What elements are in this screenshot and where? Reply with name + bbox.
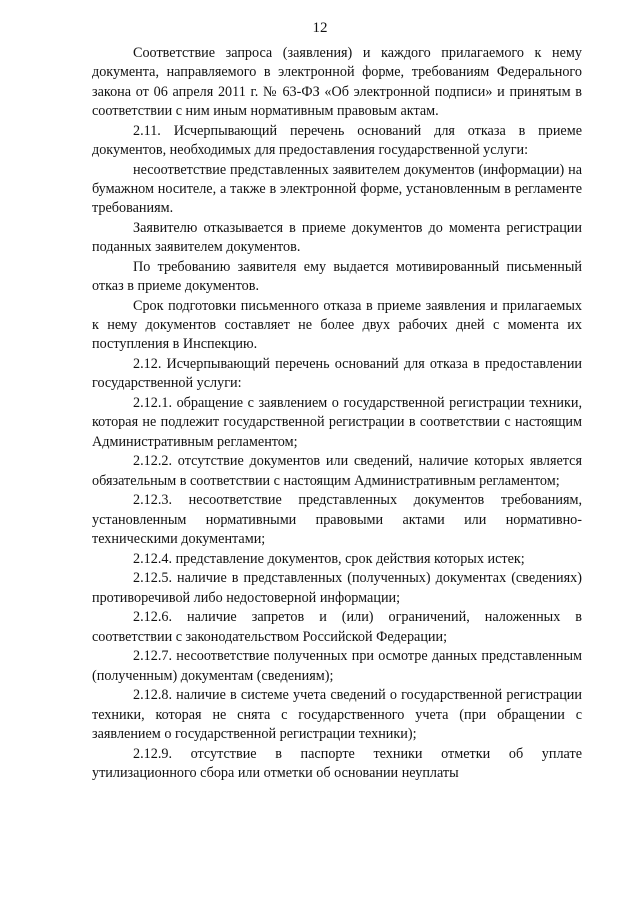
paragraph-refusal: Заявителю отказывается в приеме документов до момента регистрации поданных заявителем документов. [92, 219, 582, 256]
paragraph-2-12-5: 2.12.5. наличие в представленных (полученных) документах (сведениях) противоречивой либо недостоверной информации; [92, 570, 582, 606]
paragraph-written-refusal: По требованию заявителя ему выдается мотивированный письменный отказ в приеме документов. [92, 258, 582, 295]
document-body [92, 44, 582, 784]
paragraph-2-12-6: 2.12.6. наличие запретов и (или) ограничений, наложенных в соответствии с законодательством Российской Федерации; [92, 609, 582, 645]
page-number: 12 [312, 20, 328, 36]
paragraph-2-12: 2.12. Исчерпывающий перечень оснований для отказа в предоставлении государственной услуги: [92, 356, 582, 392]
paragraph-2-12-7: 2.12.7. несоответствие полученных при осмотре данных представленным (полученным) документам (сведениям); [92, 648, 582, 684]
paragraph-signature-compliance: Соответствие запроса (заявления) и каждого прилагаемого к нему документа, направляемого в электронной форме, требованиям Федерального закона от 06 апреля 2011 г. № 63-ФЗ «Об электронной подписи» и принятым в соответствии с ним иным нормативным правовым актам. [92, 45, 582, 119]
paragraph-2-12-2: 2.12.2. отсутствие документов или сведений, наличие которых является обязательным в соответствии с настоящим Административным регламентом; [92, 453, 582, 489]
paragraph-2-12-1: 2.12.1. обращение с заявлением о государственной регистрации техники, которая не подлежит государственной регистрации в соответствии с настоящим Административным регламентом; [92, 395, 582, 450]
paragraph-refusal-deadline: Срок подготовки письменного отказа в приеме заявления и прилагаемых к нему документов составляет не более двух рабочих дней с момента их поступления в Инспекцию. [92, 297, 582, 353]
paragraph-2-12-8: 2.12.8. наличие в системе учета сведений о государственной регистрации техники, которая не снята с государственного учета (при обращении с заявлением о государственной регистрации техники); [92, 687, 582, 742]
paragraph-2-12-9: 2.12.9. отсутствие в паспорте техники отметки об уплате утилизационного сбора или отметки об основании неуплаты [92, 745, 582, 781]
paragraph-2-12-4: 2.12.4. представление документов, срок действия которых истек; [133, 550, 525, 567]
paragraph-2-12-3: 2.12.3. несоответствие представленных документов требованиям, установленным нормативными правовыми актами или нормативно-техническими документами; [92, 492, 582, 547]
paragraph-noncompliance: несоответствие представленных заявителем документов (информации) на бумажном носителе, а также в электронной форме, установленным в регламенте требованиям. [92, 161, 582, 217]
paragraph-2-11: 2.11. Исчерпывающий перечень оснований для отказа в приеме документов, необходимых для предоставления государственной услуги: [92, 122, 582, 158]
